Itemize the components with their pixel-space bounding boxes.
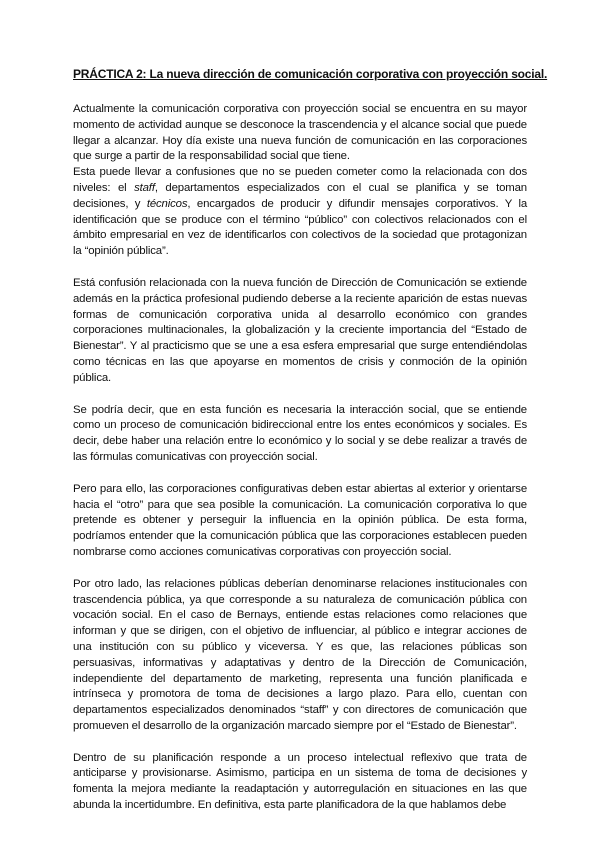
- text-run: Actualmente la comunicación corporativa con proyección social se encuentra en su mayor momento de actividad aunque se desconoce la trascendencia y el alcance social que puede llegar a alcanzar. Hoy día existe una nueva función de comunicación en las corporaciones que surge a partir de la responsabilidad social que tiene.: [73, 103, 527, 163]
- paragraph-7: [73, 751, 527, 814]
- italic-term-staff: staff: [134, 181, 155, 194]
- paragraph-6: [73, 577, 527, 735]
- document-body: [73, 67, 548, 814]
- paragraph-spacer: [73, 466, 527, 482]
- text-run: Esta puede llevar a confusiones que no se pueden cometer como la relacionada con dos niveles: el: [73, 166, 527, 194]
- italic-term-tecnicos: técnicos: [146, 197, 188, 210]
- paragraph-2: [73, 165, 527, 260]
- text-run: , encargados de producir y difundir mensajes corporativos. Y la identificación que se produce con el término “público” con colectivos relacionados con el ámbito empresarial en vez de identificarlos con colectivos de la sociedad que protagonizan la “opinión pública”.: [73, 197, 528, 258]
- paragraph-spacer: [73, 561, 527, 577]
- paragraph-spacer: [73, 260, 527, 276]
- text-run: , departamentos especializados con el cual se planifica y se toman decisiones, y: [73, 181, 527, 210]
- text-run: Pero para ello, las corporaciones configurativas deben estar abiertas al exterior y orientarse hacia el “otro” para que sea posible la comunicación. La comunicación corporativa lo que pretende es obtener y perseguir la influencia en la opinión pública. De esta forma, podríamos entender que la comunicación pública que las corporaciones establecen pueden nombrarse como acciones comunicativas corporativas con proyección social.: [73, 482, 527, 558]
- text-run: Dentro de su planificación responde a un proceso intelectual reflexivo que trata de anticiparse y provisionarse. Asimismo, participa en un sistema de toma de decisiones y fomenta la mejora mediante la readaptación y autorregulación en situaciones en las que abunda la incertidumbre. En definitiva, esta parte planificadora de la que hablamos debe: [73, 751, 527, 812]
- text-run: Por otro lado, las relaciones públicas deberían denominarse relaciones institucionales con trascendencia pública, ya que corresponde a su naturaleza de comunicación pública con vocación social. En el caso de Bernays, entiende estas relaciones como relaciones que informan y que se dirigen, con el objetivo de influenciar, al público e integrar acciones de una institución con su público y viceversa. Y es que, las relaciones públicas son persuasivas, informativas y adaptativas y dentro de la Dirección de Comunicación, independiente del departamento de marketing, representa una función planificada e intrínseca y promotora de toma de decisiones a largo plazo. Para ello, cuentan con departamentos especializados denominados “staff” y con directores de comunicación que promueven el desarrollo de la organización marcado siempre por el “Estado de Bienestar”.: [73, 577, 527, 732]
- text-run: Se podría decir, que en esta función es necesaria la interacción social, que se entiende como un proceso de comunicación bidireccional entre los entes económicos y sociales. Es decir, debe haber una relación entre lo económico y lo social y se debe realizar a través de las fórmulas comunicativas con proyección social.: [73, 403, 527, 463]
- paragraph-3: [73, 276, 527, 387]
- paragraph-1: [73, 102, 527, 165]
- paragraph-5: [73, 482, 527, 561]
- paragraph-4: [73, 403, 527, 466]
- text-run: Está confusión relacionada con la nueva función de Dirección de Comunicación se extiende además en la práctica profesional pudiendo deberse a la reciente aparición de estas nuevas formas de comunicación corporativa unida al desarrollo económico con grandes corporaciones multinacionales, la globalización y la creciente importancia del “Estado de Bienestar”. Y al practicismo que se une a esa esfera empresarial que surge entendiéndolas como técnicas en las que apoyarse en momentos de crisis y conmoción de la opinión pública.: [73, 276, 527, 384]
- paragraph-spacer: [73, 387, 527, 403]
- document-title: PRÁCTICA 2: La nueva dirección de comunicación corporativa con proyección social.: [73, 67, 548, 81]
- paragraph-spacer: [73, 735, 527, 751]
